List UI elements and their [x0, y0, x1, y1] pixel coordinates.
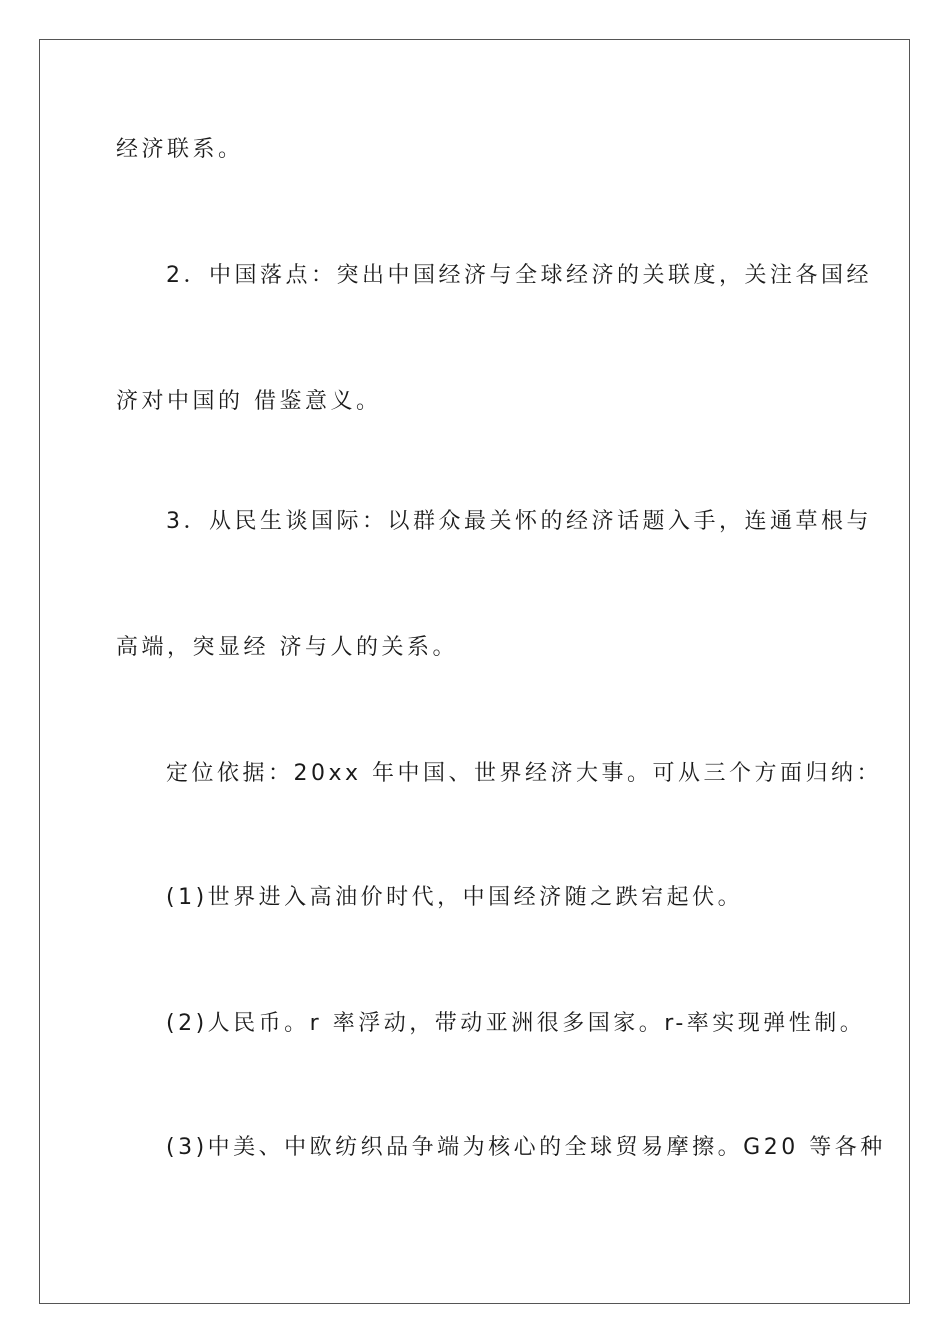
text-line-3: 济对中国的 借鉴意义。: [116, 389, 382, 414]
text-line-6: 定位依据：20xx 年中国、世界经济大事。可从三个方面归纳：: [166, 761, 883, 786]
text-line-1: 经济联系。: [116, 137, 244, 162]
text-line-9: (3)中美、中欧纺织品争端为核心的全球贸易摩擦。G20 等各种: [166, 1135, 886, 1160]
text-line-2: 2．中国落点：突出中国经济与全球经济的关联度，关注各国经: [166, 263, 872, 288]
text-line-4: 3．从民生谈国际：以群众最关怀的经济话题入手，连通草根与: [166, 509, 872, 534]
text-line-7: (1)世界进入高油价时代，中国经济随之跌宕起伏。: [166, 885, 744, 910]
page-border: [39, 39, 910, 1304]
text-line-5: 高端，突显经 济与人的关系。: [116, 635, 458, 660]
text-line-8: (2)人民币。r 率浮动，带动亚洲很多国家。r-率实现弹性制。: [166, 1011, 866, 1036]
